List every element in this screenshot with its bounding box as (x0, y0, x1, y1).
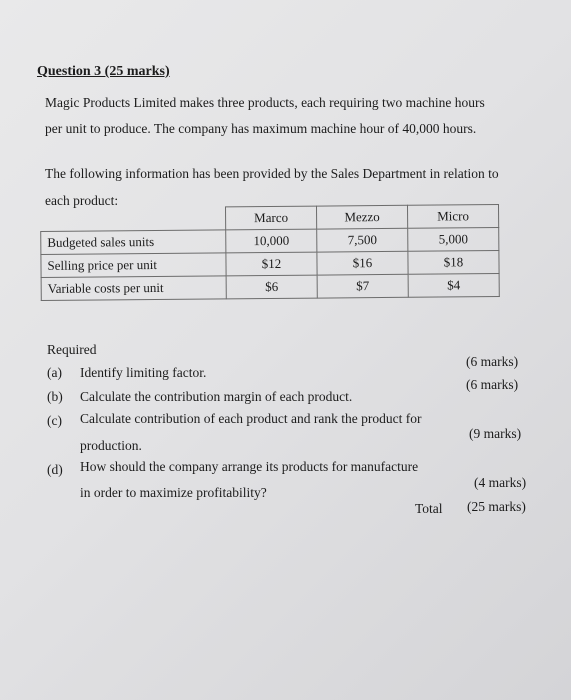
part-b-marks: (6 marks) (466, 377, 519, 392)
info-line-2: each product: (45, 193, 119, 208)
row-label: Variable costs per unit (41, 276, 226, 301)
cell-value: $6 (226, 275, 317, 299)
cell-value: $16 (317, 251, 408, 275)
row-label: Selling price per unit (41, 253, 226, 278)
part-d-marks: (4 marks) (474, 475, 527, 490)
cell-value: $18 (408, 250, 499, 274)
info-line-1: The following information has been provided by the Sales Department in relation to (45, 166, 499, 181)
row-label: Budgeted sales units (41, 230, 226, 255)
cell-value: $4 (408, 273, 499, 297)
intro-line-1: Magic Products Limited makes three products, each requiring two machine hours (45, 95, 485, 110)
part-b-text: Calculate the contribution margin of each product. (80, 389, 353, 404)
product-table (40, 204, 500, 301)
part-letter-c: (c) (47, 413, 62, 428)
cell-value: $7 (317, 274, 408, 298)
part-c-marks: (9 marks) (469, 426, 522, 441)
total-marks: (25 marks) (467, 499, 526, 514)
column-header-marco: Marco (225, 206, 316, 230)
part-letter-b: (b) (47, 389, 63, 404)
part-d-text-1: How should the company arrange its products for manufacture (80, 459, 419, 474)
column-header-micro: Micro (407, 204, 498, 228)
cell-value: 10,000 (226, 229, 317, 253)
table-corner (41, 207, 226, 232)
part-c-text-2: production. (80, 438, 142, 453)
intro-line-2: per unit to produce. The company has maximum machine hour of 40,000 hours. (45, 121, 477, 136)
required-heading: Required (47, 342, 97, 357)
table-row (41, 273, 499, 300)
part-d-text-2: in order to maximize profitability? (80, 485, 267, 500)
total-label: Total (415, 501, 443, 516)
cell-value: 5,000 (408, 227, 499, 251)
cell-value: 7,500 (317, 228, 408, 252)
question-title: Question 3 (25 marks) (37, 64, 170, 79)
part-a-marks: (6 marks) (466, 354, 519, 369)
column-header-mezzo: Mezzo (316, 205, 407, 229)
part-letter-d: (d) (47, 462, 63, 477)
part-a-text: Identify limiting factor. (80, 365, 207, 380)
part-letter-a: (a) (47, 365, 62, 380)
part-c-text-1: Calculate contribution of each product and rank the product for (80, 411, 422, 426)
cell-value: $12 (226, 252, 317, 276)
